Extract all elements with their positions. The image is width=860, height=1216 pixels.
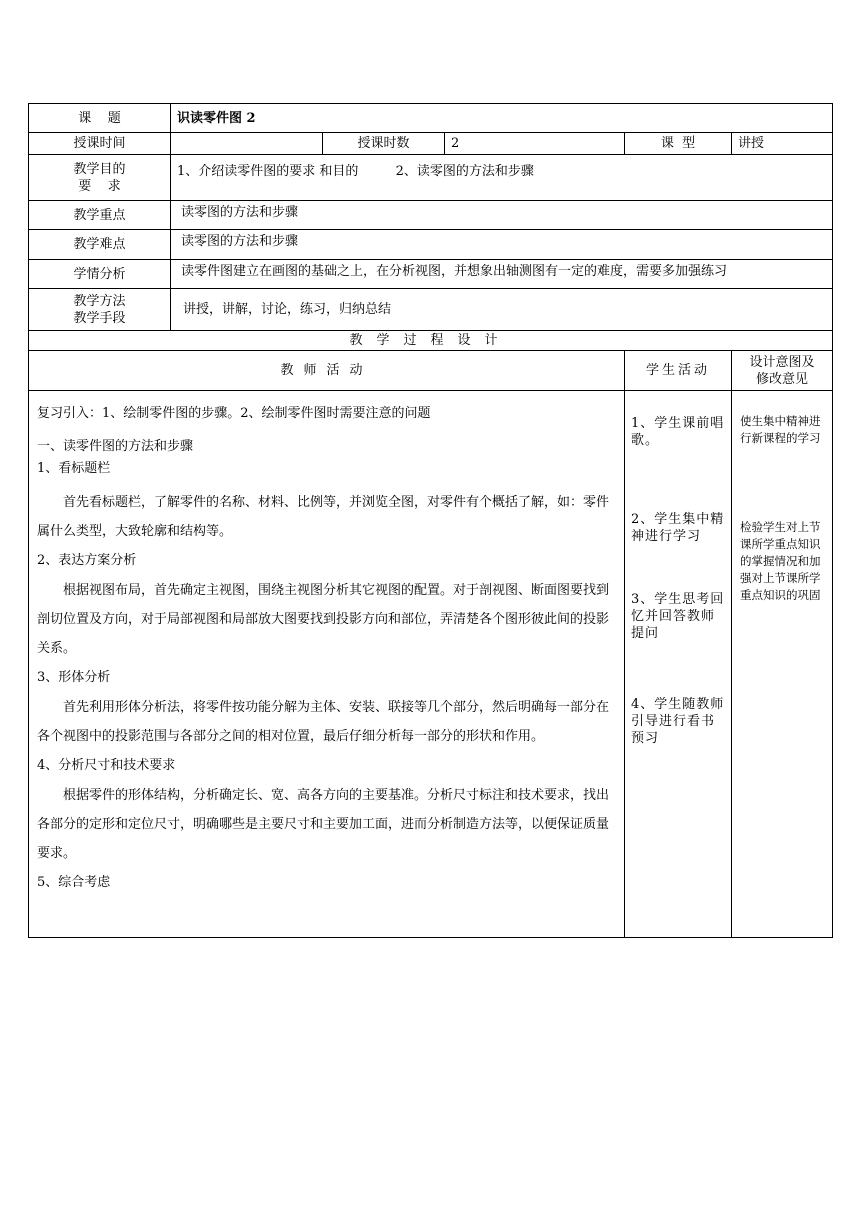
row-process-header (29, 351, 833, 391)
student-step-2: 2、学生集中精神进行学习 (631, 512, 725, 544)
goal-value: 1、介绍读零件图的要求 和目的 2、读零图的方法和步骤 (171, 155, 833, 201)
design-header-line2: 修改意见 (756, 371, 809, 387)
analysis-value: 读零件图建立在画图的基础之上，在分析视图，并想象出轴测图有一定的难度，需要多加强练习 (171, 260, 833, 289)
row-difficulty (29, 230, 833, 260)
key-label: 教学重点 (29, 201, 171, 230)
goal-label (29, 155, 171, 201)
design-intent-content (732, 391, 833, 938)
row-section-title (29, 331, 833, 351)
student-activity-header: 学生活动 (625, 351, 732, 391)
design-intent-header (732, 351, 833, 391)
teacher-activity-content (29, 391, 625, 938)
method-label-line2: 教学手段 (73, 310, 126, 326)
topic-label: 课 题 (29, 104, 171, 133)
difficulty-value: 读零图的方法和步骤 (171, 230, 833, 260)
step1-heading: 1、看标题栏 (37, 461, 111, 476)
step5-heading: 5、综合考虑 (37, 875, 111, 890)
step3-heading: 3、形体分析 (37, 670, 111, 685)
method-label (29, 289, 171, 331)
type-value: 讲授 (732, 133, 833, 155)
step2-text: 根据视图布局，首先确定主视图，围绕主视图分析其它视图的配置。对于剖视图、断面图要找到剖切位置及方向，对于局部视图和局部放大图要找到投影方向和部位，弄清楚各个图形彼此间的投影关系。 (37, 583, 610, 656)
row-method (29, 289, 833, 331)
step3-text: 首先利用形体分析法，将零件按功能分解为主体、安装、联接等几个部分，然后明确每一部分在各个视图中的投影范围与各部分之间的相对位置，最后仔细分析每一部分的形状和作用。 (37, 700, 610, 744)
step1-text: 首先看标题栏，了解零件的名称、材料、比例等，并浏览全图，对零件有个概括了解，如：零件属什么类型，大致轮廓和结构等。 (37, 495, 610, 539)
review-intro: 复习引入：1、绘制零件图的步骤。2、绘制零件图时需要注意的问题 (37, 406, 431, 421)
design-note-2: 检验学生对上节课所学重点知识的掌握情况和加强对上节课所学重点知识的巩固 (740, 520, 821, 602)
row-goal (29, 155, 833, 201)
method-value: 讲授，讲解，讨论，练习，归纳总结 (171, 289, 833, 331)
student-step-4: 4、学生随教师引导进行看书预习 (631, 697, 725, 746)
row-analysis (29, 260, 833, 289)
type-label: 课 型 (625, 133, 732, 155)
teacher-activity-header: 教师活动 (29, 351, 625, 391)
row-key (29, 201, 833, 230)
method-heading: 一、读零件图的方法和步骤 (37, 439, 194, 454)
student-activity-content (625, 391, 732, 938)
time-label: 授课时间 (29, 133, 171, 155)
goal-label-line1: 教学目的 (73, 161, 126, 177)
time-value (171, 133, 323, 155)
process-section-title: 教学过程设计 (29, 331, 833, 351)
lesson-plan-table (28, 103, 833, 938)
analysis-label: 学情分析 (29, 260, 171, 289)
key-value: 读零图的方法和步骤 (171, 201, 833, 230)
method-label-line1: 教学方法 (73, 293, 126, 309)
row-process-body (29, 391, 833, 938)
student-step-3: 3、学生思考回忆并回答教师提问 (631, 592, 725, 641)
step2-heading: 2、表达方案分析 (37, 553, 137, 568)
topic-value: 识读零件图 2 (171, 104, 833, 133)
hours-value: 2 (445, 133, 625, 155)
student-step-1: 1、学生课前唱歌。 (631, 416, 725, 448)
step4-text: 根据零件的形体结构，分析确定长、宽、高各方向的主要基准。分析尺寸标注和技术要求，找出各部分的定形和定位尺寸，明确哪些是主要尺寸和主要加工面，进而分析制造方法等，以便保证质量要求。 (37, 788, 610, 861)
hours-label: 授课时数 (323, 133, 445, 155)
step4-heading: 4、分析尺寸和技术要求 (37, 758, 176, 773)
difficulty-label: 教学难点 (29, 230, 171, 260)
design-note-1: 使生集中精神进行新课程的学习 (740, 414, 821, 445)
goal-label-line2: 要 求 (78, 178, 121, 194)
row-topic (29, 104, 833, 133)
design-header-line1: 设计意图及 (749, 354, 815, 370)
row-time (29, 133, 833, 155)
